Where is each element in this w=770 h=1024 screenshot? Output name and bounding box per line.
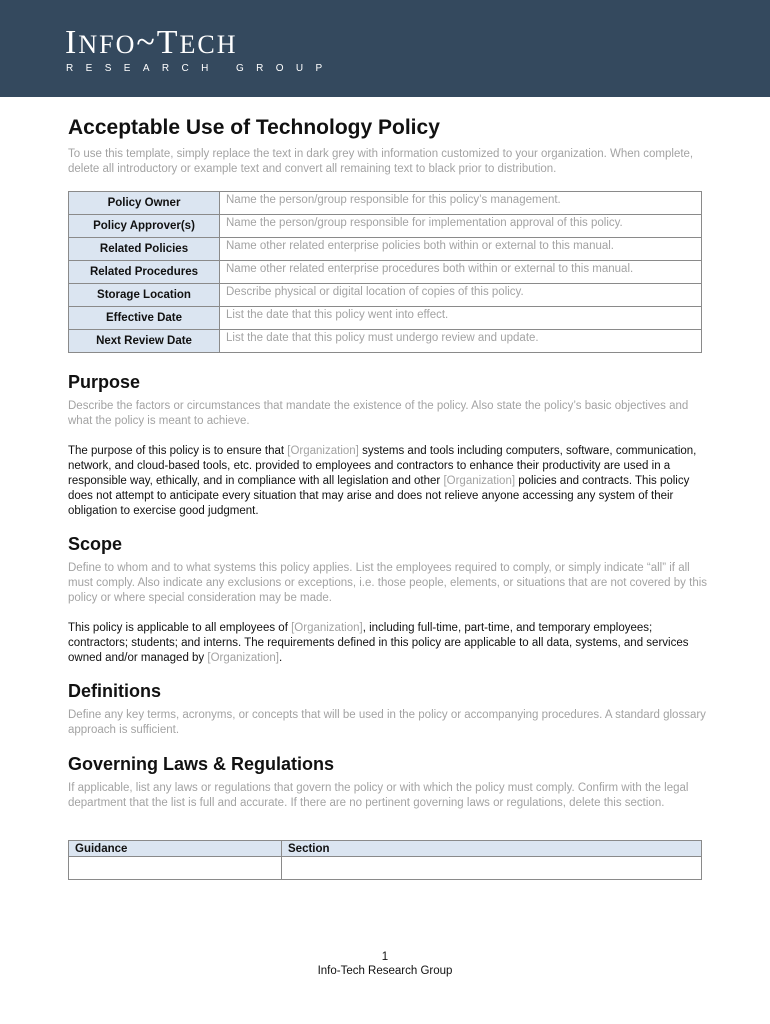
column-header-guidance: Guidance [69,841,282,857]
meta-label: Storage Location [69,284,220,307]
scope-text-1: This policy is applicable to all employees of [68,622,292,634]
header-banner [0,0,770,97]
intro-instruction: To use this template, simply replace the text in dark grey with information customized to your organization. When complete, delete all introductory or example text and convert all remaining text to black prior to distribution. [68,148,694,175]
meta-label: Next Review Date [69,330,220,353]
meta-label: Related Policies [69,238,220,261]
column-header-section: Section [282,841,702,857]
guidance-cell[interactable] [69,857,282,880]
scope-paragraph [68,621,708,666]
meta-label: Effective Date [69,307,220,330]
meta-label: Related Procedures [69,261,220,284]
table-row [69,307,702,330]
scope-instruction: Define to whom and to what systems this policy applies. List the employees required to comply, or simply indicate “all” if all must comply. Also indicate any exclusions or exceptions, i.e. those people, elements, or situations that are not covered by this policy or where special consideration may be made. [68,562,708,604]
page-number: 1 [381,951,389,963]
purpose-paragraph [68,444,708,519]
scope-heading: Scope [68,534,123,554]
table-row [69,284,702,307]
scope-text-3: . [279,652,283,664]
purpose-text-2: systems and tools including computers, software, communication, network, and cloud-based tools, etc. provided to employees and contractors to enhance their productivity are used in a responsible way, ethically, and in compliance with all legislation and other [68,445,697,487]
laws-instruction: If applicable, list any laws or regulations that govern the policy or with which the policy must comply. Confirm with the legal department that the list is full and accurate. If there are no pertinent governing laws or regulations, delete this section. [68,782,689,809]
section-cell[interactable] [282,857,702,880]
scope-text-2: , including full-time, part-time, and temporary employees; contractors; students; and interns. The requirements defined in this policy are applicable to all data, systems, and services owned and/or managed by [68,622,689,664]
table-row [69,192,702,215]
definitions-heading: Definitions [68,681,161,701]
organization-placeholder: [Organization] [291,622,363,634]
purpose-text-3: policies and contracts. This policy does not attempt to anticipate every situation that may arise and does not relieve anyone accessing any system of their obligation to exercise good judgment. [68,475,690,517]
purpose-instruction: Describe the factors or circumstances that mandate the existence of the policy. Also state the policy’s basic objectives and what the policy is meant to achieve. [68,400,689,427]
meta-value[interactable]: Name the person/group responsible for this policy’s management. [220,192,702,215]
brand-subtitle: RESEARCH GROUP [66,63,335,74]
meta-value[interactable]: Name the person/group responsible for implementation approval of this policy. [220,215,702,238]
laws-table [68,840,702,880]
meta-value[interactable]: Name other related enterprise policies both within or external to this manual. [220,238,702,261]
meta-label: Policy Owner [69,192,220,215]
organization-placeholder: [Organization] [207,652,279,664]
footer-org: Info-Tech Research Group [317,965,453,977]
meta-value[interactable]: List the date that this policy must undergo review and update. [220,330,702,353]
table-row [69,857,702,880]
table-row [69,215,702,238]
policy-meta-table [68,191,702,353]
purpose-text-1: The purpose of this policy is to ensure that [68,445,288,457]
definitions-instruction: Define any key terms, acronyms, or concepts that will be used in the policy or accompanying procedures. A standard glossary approach is sufficient. [68,709,706,736]
table-row [69,261,702,284]
meta-value[interactable]: List the date that this policy went into effect. [220,307,702,330]
page-title: Acceptable Use of Technology Policy [68,116,440,139]
purpose-heading: Purpose [68,372,141,392]
table-row [69,238,702,261]
brand-logo: INFO~TECH [65,24,238,61]
table-header-row [69,841,702,857]
organization-placeholder: [Organization] [287,445,359,457]
meta-value[interactable]: Describe physical or digital location of copies of this policy. [220,284,702,307]
table-row [69,330,702,353]
laws-heading: Governing Laws & Regulations [68,754,335,774]
meta-label: Policy Approver(s) [69,215,220,238]
organization-placeholder: [Organization] [443,475,516,487]
meta-value[interactable]: Name other related enterprise procedures both within or external to this manual. [220,261,702,284]
